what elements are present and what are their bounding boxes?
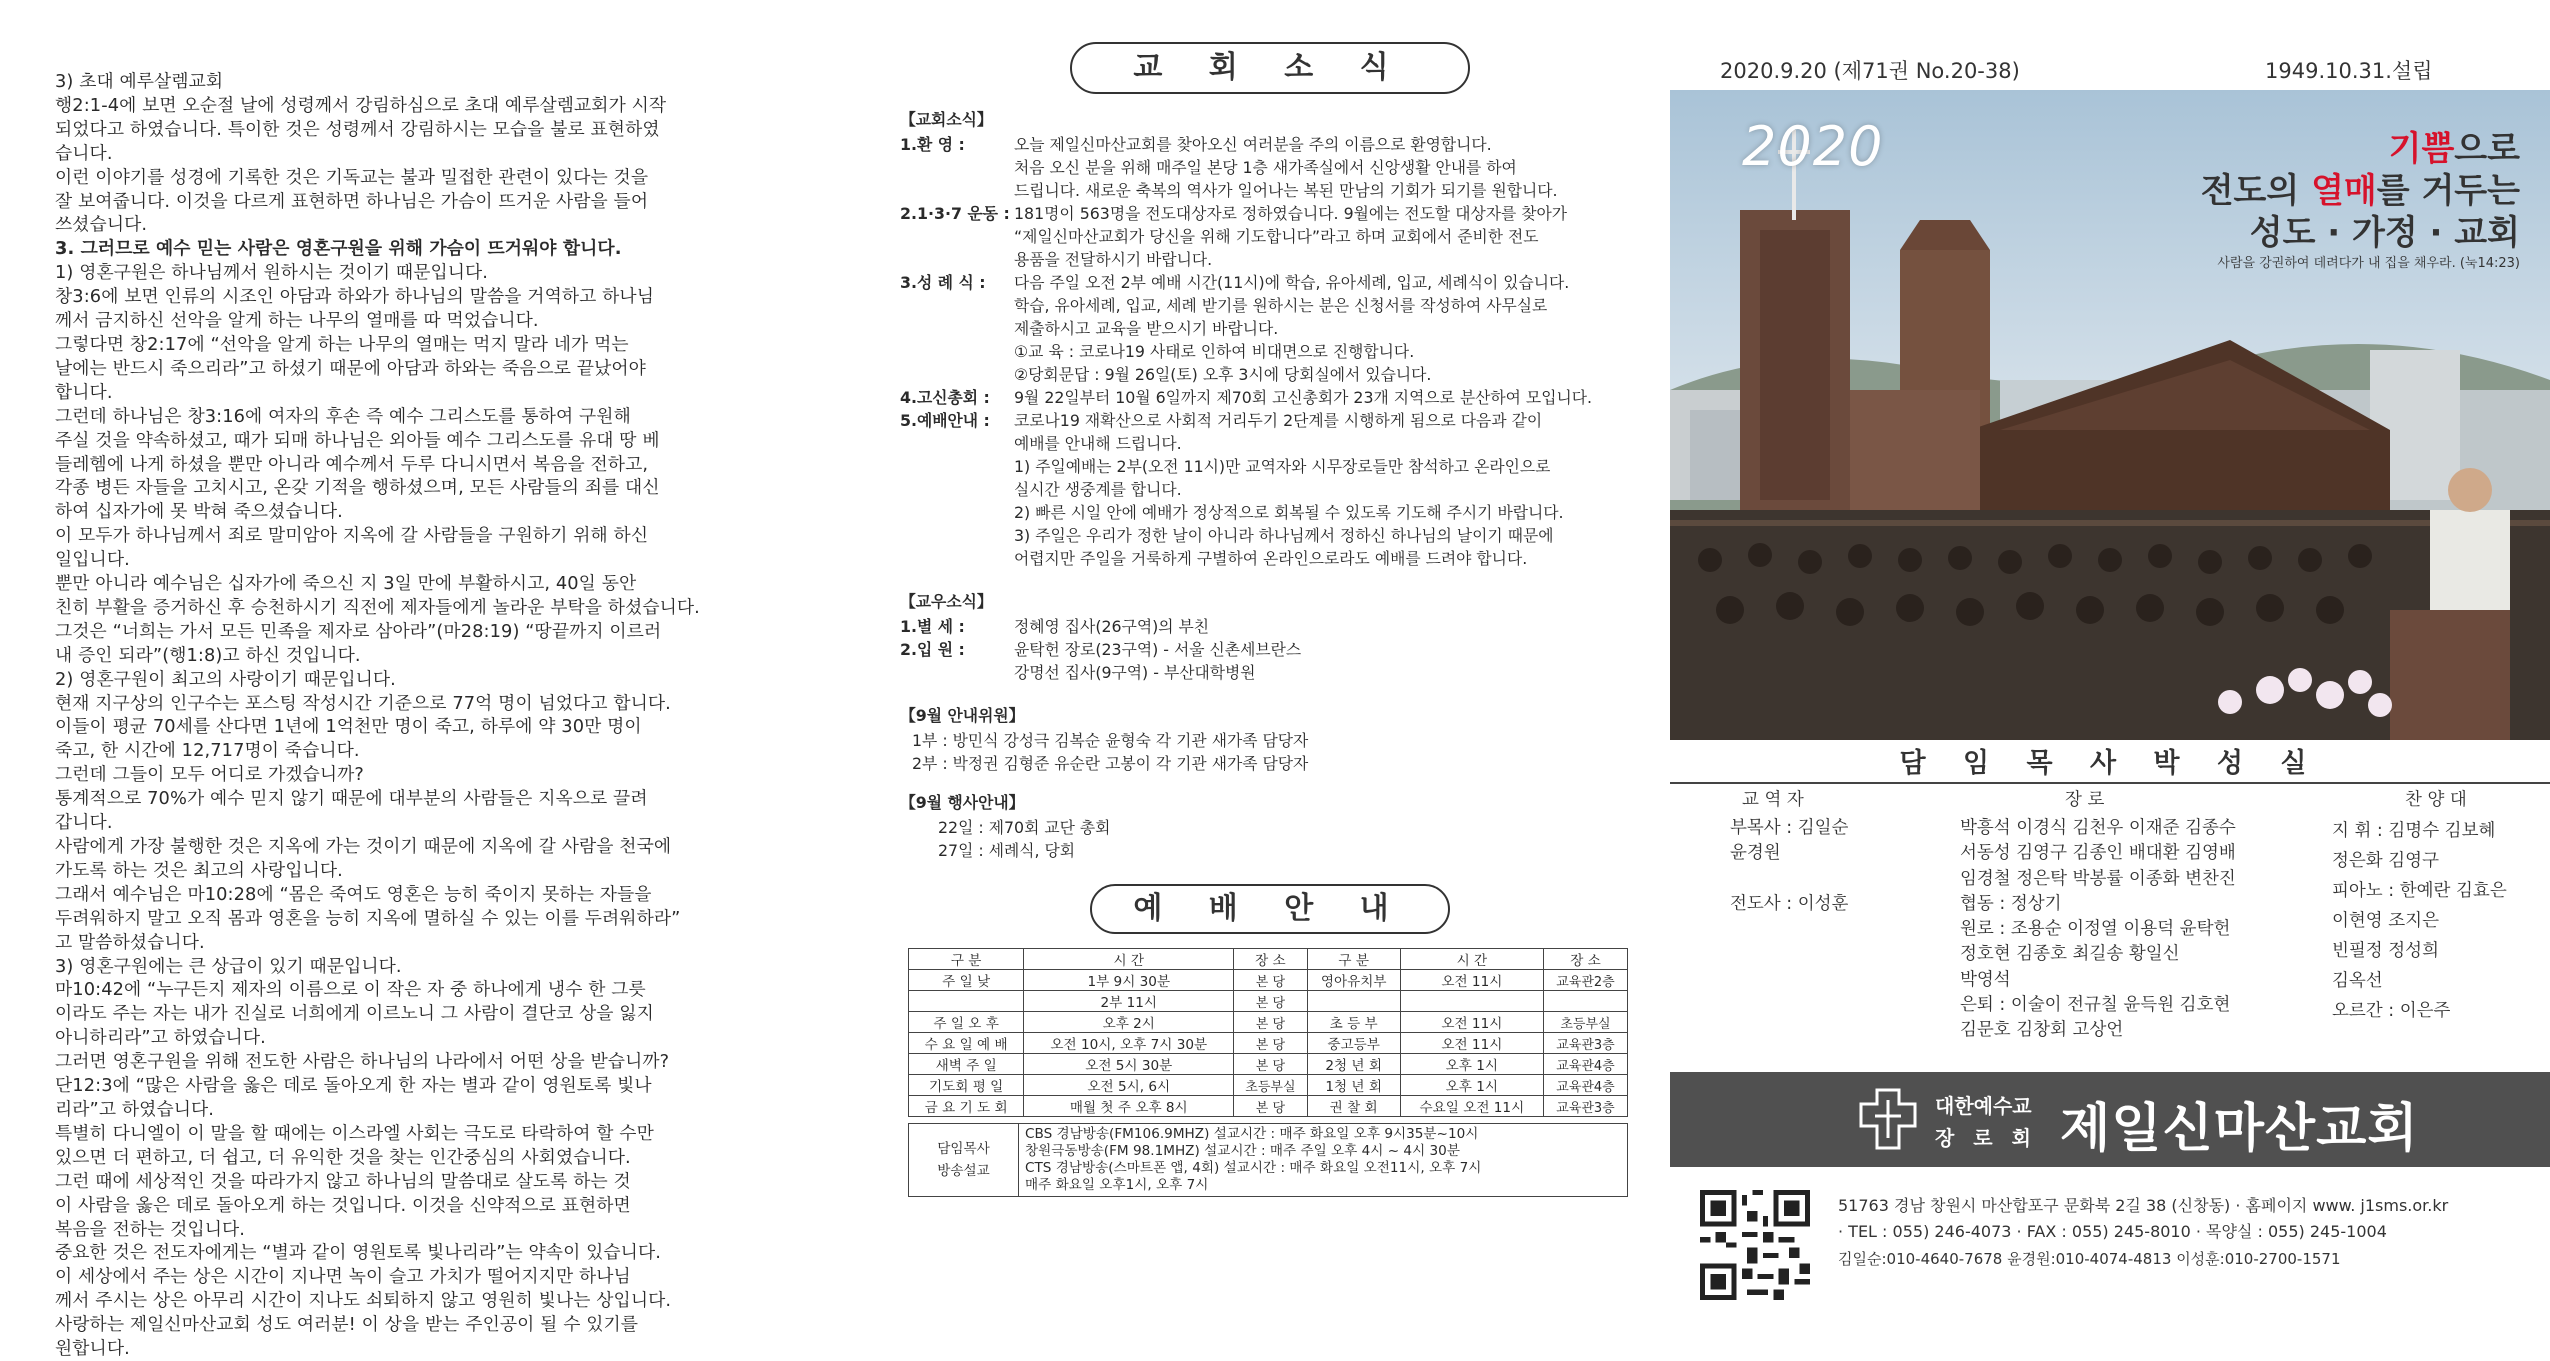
news-item bbox=[900, 271, 1640, 294]
sermon-line: 행2:1-4에 보면 오순절 날에 성령께서 강림하심으로 초대 예루살렘교회가 시작 bbox=[55, 94, 667, 116]
sermon-line: 이 사람을 옳은 데로 돌아오게 하는 것입니다. 이것을 신약적으로 표현하면 bbox=[55, 1194, 631, 1216]
table-header-cell: 구 분 bbox=[1307, 949, 1400, 970]
member-news-heading: 【교우소식】 bbox=[900, 592, 993, 611]
news-item-text: 다음 주일 오전 2부 예배 시간(11시)에 학습, 유아세례, 입교, 세례식이 있습니다. bbox=[1014, 273, 1570, 292]
sermon-line: 뿐만 아니라 예수님은 십자가에 죽으신 지 3일 만에 부활하시고, 40일 동안 bbox=[55, 573, 637, 595]
table-cell: 오전 11시 bbox=[1400, 1033, 1543, 1054]
elder-line: 서동성 김영구 김종인 배대환 김영배 bbox=[1960, 843, 2236, 864]
table-cell: 오전 11시 bbox=[1400, 1012, 1543, 1033]
worship-note-line: 3) 주일은 우리가 정한 날이 아니라 하나님께서 정하신 하나님의 날이기 때문에 bbox=[1014, 526, 1554, 545]
table-cell: 본 당 bbox=[1234, 1054, 1307, 1075]
table-row bbox=[909, 1054, 1628, 1075]
elder-line: 은퇴 : 이술이 전규칠 윤득원 김호현 bbox=[1960, 995, 2231, 1016]
sermon-line: 그런데 하나님은 창3:16에 여자의 후손 즉 예수 그리스도를 통하여 구원해 bbox=[55, 405, 631, 427]
event-line: 22일 : 제70회 교단 총회 bbox=[938, 818, 1111, 837]
table-cell bbox=[1400, 991, 1543, 1012]
event-line: 27일 : 세례식, 당회 bbox=[938, 841, 1076, 860]
sermon-line: 잘 보여줍니다. 이것을 다르게 표현하면 하나님은 가슴이 뜨거운 사람을 들어 bbox=[55, 190, 649, 212]
table-row bbox=[909, 970, 1628, 991]
news-item-line: ②당회문답 : 9월 26일(토) 오후 3시에 당회실에서 있습니다. bbox=[1014, 365, 1432, 384]
denomination-line-1: 대한예수교 bbox=[1935, 1094, 2032, 1118]
sermon-line: 께서 주시는 상은 아무리 시간이 지나도 쇠퇴하지 않고 영원히 빛나는 상입니다. bbox=[55, 1290, 672, 1312]
sermon-line: 2) 영혼구원이 최고의 사랑이기 때문입니다. bbox=[55, 668, 396, 690]
pastor-phones-line: 김일순:010-4640-7678 윤경원:010-4074-4813 이성훈:010-2700-1571 bbox=[1838, 1250, 2341, 1268]
church-logo-icon bbox=[1855, 1086, 1921, 1152]
table-cell: 본 당 bbox=[1234, 1096, 1307, 1117]
news-item-line: ①교 육 : 코로나19 사태로 인하여 비대면으로 진행합니다. bbox=[1014, 342, 1415, 361]
table-cell bbox=[1307, 991, 1400, 1012]
sermon-line: 3) 초대 예루살렘교회 bbox=[55, 71, 224, 92]
sermon-line: 합니다. bbox=[55, 381, 113, 403]
table-cell: 1청 년 회 bbox=[1307, 1075, 1400, 1096]
church-name: 제일신마산교회 bbox=[2060, 1099, 2419, 1159]
choir-line: 빈필정 정성희 bbox=[2332, 941, 2439, 961]
sermon-line: 마10:42에 “누구든지 제자의 이름으로 이 작은 자 중 하나에게 냉수 한 그릇 bbox=[55, 979, 646, 1001]
sermon-line: 통계적으로 70%가 예수 믿지 않기 때문에 대부분의 사람들은 지옥으로 끌려 bbox=[55, 788, 648, 810]
sermon-line: 그러면 영혼구원을 위해 전도한 사람은 하나님의 나라에서 어떤 상을 받습니까? bbox=[55, 1051, 670, 1073]
table-cell: 오후 1시 bbox=[1400, 1075, 1543, 1096]
sermon-line: 이런 이야기를 성경에 기록한 것은 기독교는 불과 밀접한 관련이 있다는 것을 bbox=[55, 166, 649, 188]
worship-schedule-table bbox=[908, 948, 1628, 1117]
table-cell: 수요일 오전 11시 bbox=[1400, 1096, 1543, 1117]
broadcast-schedule bbox=[1019, 1124, 1628, 1197]
news-item bbox=[900, 386, 1640, 409]
news-item-line: 예배를 안내해 드립니다. bbox=[1014, 434, 1182, 453]
guide-line: 2부 : 박정권 김형준 유순란 고봉이 각 기관 새가족 담당자 bbox=[912, 754, 1309, 773]
sermon-column bbox=[55, 70, 845, 1360]
clergy-name: 윤경원 bbox=[1730, 843, 1781, 864]
elder-line: 원로 : 조용순 이정열 이용덕 윤탁헌 bbox=[1960, 919, 2231, 940]
sermon-line: 하여 십자가에 못 박혀 죽으셨습니다. bbox=[55, 501, 343, 523]
sermon-line: 들레헴에 나게 하셨을 뿐만 아니라 예수께서 두루 다니시면서 복음을 전하고, bbox=[55, 453, 649, 475]
sermon-line: 갑니다. bbox=[55, 812, 113, 834]
news-column bbox=[900, 40, 1640, 1300]
table-cell: 교육관2층 bbox=[1543, 970, 1627, 991]
qr-code-icon[interactable] bbox=[1700, 1190, 1810, 1300]
sermon-line: 그래서 예수님은 마10:28에 “몸은 죽여도 영혼은 능히 죽이지 못하는 자들을 bbox=[55, 883, 652, 905]
news-item-label: 3.성 례 식 : bbox=[900, 273, 986, 292]
slogan-2a: 전도의 bbox=[2200, 171, 2312, 211]
table-row bbox=[909, 991, 1628, 1012]
slogan bbox=[2201, 128, 2520, 274]
worship-note-line: 실시간 생중계를 합니다. bbox=[1014, 480, 1182, 499]
slogan-red-1: 기쁨 bbox=[2388, 129, 2455, 169]
contact-line: · TEL : 055) 246-4073 · FAX : 055) 245-8010 · 목양실 : 055) 245-1004 bbox=[1838, 1222, 2387, 1241]
broadcast-line: CBS 경남방송(FM106.9MHZ) 설교시간 : 매주 화요일 오후 9시35분~10시 bbox=[1025, 1126, 1479, 1142]
church-news-heading: 【교회소식】 bbox=[900, 110, 993, 129]
sermon-line: 께서 금지하신 선악을 알게 하는 나무의 열매를 따 먹었습니다. bbox=[55, 310, 539, 332]
clergy-name bbox=[1730, 867, 1848, 892]
elder-line: 박흥석 이경식 김천우 이재준 김종수 bbox=[1960, 818, 2236, 838]
member-item-text: 윤탁헌 장로(23구역) - 서울 신촌세브란스 bbox=[1014, 640, 1302, 659]
slogan-red-2: 열매 bbox=[2311, 171, 2377, 211]
member-item-label: 2.입 원 : bbox=[900, 640, 965, 659]
choir-line: 김옥선 bbox=[2332, 971, 2383, 991]
sermon-line: 현재 지구상의 인구수는 포스팅 작성시간 기준으로 77억 명이 넘었다고 합니다. bbox=[55, 692, 671, 714]
member-item bbox=[900, 638, 1640, 661]
sermon-line: 습니다. bbox=[55, 142, 113, 164]
worship-note-line: 어렵지만 주일을 거룩하게 구별하여 온라인으로라도 예배를 드려야 합니다. bbox=[1014, 549, 1528, 568]
events-section bbox=[900, 791, 1640, 862]
sermon-line: 사람에게 가장 불행한 것은 지옥에 가는 것이기 때문에 지옥에 갈 사람을 천국에 bbox=[55, 836, 672, 857]
worship-guide-title: 예 배 안 내 bbox=[1090, 884, 1450, 934]
news-item-line: “제일신마산교회가 당신을 위해 기도합니다”라고 하며 교회에서 준비한 전도 bbox=[1014, 227, 1539, 246]
table-header-cell: 장 소 bbox=[1234, 949, 1307, 970]
clergy-name: 부목사 : 김일순 bbox=[1730, 818, 1849, 838]
events-list bbox=[900, 816, 1640, 862]
table-cell: 기도회 평 일 bbox=[909, 1075, 1024, 1096]
sermon-line: 주실 것을 약속하셨고, 때가 되매 하나님은 외아들 예수 그리스도를 유대 땅 베 bbox=[55, 429, 660, 451]
news-item-label: 5.예배안내 : bbox=[900, 411, 990, 430]
table-cell: 오후 1시 bbox=[1400, 1054, 1543, 1075]
elder-line: 김문호 김창회 고상언 bbox=[1960, 1020, 2124, 1041]
sermon-line: 쓰셨습니다. bbox=[55, 214, 148, 236]
year-label: 2020 bbox=[1742, 115, 1884, 178]
member-item-line: 강명선 집사(9구역) - 부산대학병원 bbox=[1014, 663, 1256, 682]
choir-line: 정은화 김영구 bbox=[2332, 851, 2439, 871]
broadcast-line: 창원극동방송(FM 98.1MHZ) 설교시간 : 매주 주일 오후 4시 ~ 4시 30분 bbox=[1025, 1143, 1460, 1159]
news-item-line: 용품을 전달하시기 바랍니다. bbox=[1014, 250, 1213, 269]
sermon-line: 고 말씀하셨습니다. bbox=[55, 931, 205, 953]
sermon-line: 있으면 더 편하고, 더 쉽고, 더 유익한 것을 찾는 인간중심의 사회였습니다. bbox=[55, 1146, 631, 1168]
sermon-line: 되었다고 하였습니다. 특이한 것은 성령께서 강림하시는 모습을 불로 표현하였 bbox=[55, 118, 660, 140]
table-cell: 중고등부 bbox=[1307, 1033, 1400, 1054]
table-cell: 오전 10시, 오후 7시 30분 bbox=[1024, 1033, 1234, 1054]
sermon-line: 복음을 전하는 것입니다. bbox=[55, 1218, 246, 1240]
table-cell: 초 등 부 bbox=[1307, 1012, 1400, 1033]
table-cell: 금 요 기 도 회 bbox=[909, 1096, 1024, 1117]
worship-note-line: 1) 주일예배는 2부(오전 11시)만 교역자와 시무장로들만 참석하고 온라인으로 bbox=[1014, 457, 1551, 476]
guide-line: 1부 : 방민식 강성극 김복순 윤형숙 각 기관 새가족 담당자 bbox=[912, 731, 1309, 750]
sermon-line: 이 모두가 하나님께서 죄로 말미암아 지옥에 갈 사람들을 구원하기 위해 하신 bbox=[55, 525, 649, 547]
choir-line: 오르간 : 이은주 bbox=[2332, 1001, 2451, 1021]
broadcast-table bbox=[908, 1123, 1628, 1197]
church-news-title: 교 회 소 식 bbox=[1070, 42, 1470, 94]
table-cell: 오전 5시 30분 bbox=[1024, 1054, 1234, 1075]
issue-date: 2020.9.20 (제71권 No.20-38) bbox=[1720, 59, 2020, 83]
news-item-label: 2.1·3·7 운동 : bbox=[900, 204, 1010, 223]
table-cell: 본 당 bbox=[1234, 991, 1307, 1012]
sermon-line: 3. 그러므로 예수 믿는 사람은 영혼구원을 위해 가슴이 뜨거워야 합니다. bbox=[55, 238, 622, 260]
news-item bbox=[900, 202, 1640, 225]
news-item-text: 181명이 563명을 전도대상자로 정하였습니다. 9월에는 전도할 대상자를 찾아가 bbox=[1014, 204, 1568, 223]
elder-line: 임경철 정은탁 박봉률 이종화 변찬진 bbox=[1960, 868, 2236, 889]
news-item bbox=[900, 409, 1640, 432]
worship-notes bbox=[900, 455, 1640, 570]
sermon-line: 그런 때에 세상적인 것을 따라가지 않고 하나님의 말씀대로 살도록 하는 것 bbox=[55, 1170, 631, 1192]
table-cell: 오후 2시 bbox=[1024, 1012, 1234, 1033]
denomination-line-2: 장 로 회 bbox=[1935, 1126, 2037, 1150]
sermon-line: 사랑하는 제일신마산교회 성도 여러분! 이 상을 받는 주인공이 될 수 있기를 bbox=[55, 1314, 639, 1336]
slogan-verse: 사람을 강권하여 데려다가 내 집을 채우라. (눅14:23) bbox=[2217, 256, 2520, 271]
news-item-text: 코로나19 재확산으로 사회적 거리두기 2단계를 시행하게 됨으로 다음과 같이 bbox=[1014, 411, 1543, 430]
sermon-line: 단12:3에 “많은 사람을 옳은 데로 돌아오게 한 자는 별과 같이 영원토록 빛나 bbox=[55, 1075, 652, 1097]
church-news-section bbox=[900, 108, 1640, 570]
member-item bbox=[900, 615, 1640, 638]
sermon-line: 이들이 평균 70세를 산다면 1년에 1억천만 명이 죽고, 하루에 약 30만 명이 bbox=[55, 716, 642, 738]
sermon-line: 원합니다. bbox=[55, 1338, 130, 1360]
table-cell: 새벽 주 일 bbox=[909, 1054, 1024, 1075]
table-cell: 교육관4층 bbox=[1543, 1054, 1627, 1075]
member-item-label: 1.별 세 : bbox=[900, 617, 965, 636]
broadcast-label-2: 방송설교 bbox=[937, 1163, 990, 1179]
member-news-section bbox=[900, 590, 1640, 684]
news-item-line: 학습, 유아세례, 입교, 세례 받기를 원하시는 분은 신청서를 작성하여 사무실로 bbox=[1014, 296, 1548, 315]
table-cell: 교육관3층 bbox=[1543, 1033, 1627, 1054]
church-name-banner bbox=[1670, 1072, 2550, 1167]
news-item-label: 4.고신총회 : bbox=[900, 388, 990, 407]
broadcast-line: CTS 경남방송(스마트폰 앱, 4회) 설교시간 : 매주 화요일 오전11시, 오후 7시 bbox=[1025, 1160, 1482, 1176]
news-item-line: 제출하시고 교육을 받으시기 바랍니다. bbox=[1014, 319, 1279, 338]
news-item-label: 1.환 영 : bbox=[900, 135, 965, 154]
table-cell: 본 당 bbox=[1234, 1033, 1307, 1054]
elder-line: 협동 : 정상기 bbox=[1960, 893, 2062, 914]
table-cell: 1부 9시 30분 bbox=[1024, 970, 1234, 991]
guide-section bbox=[900, 704, 1640, 775]
table-cell bbox=[1543, 991, 1627, 1012]
table-cell: 수 요 일 예 배 bbox=[909, 1033, 1024, 1054]
sermon-line: 특별히 다니엘이 이 말을 할 때에는 이스라엘 사회는 극도로 타락하여 할 수만 bbox=[55, 1122, 654, 1144]
church-news-items bbox=[900, 133, 1640, 455]
table-cell: 본 당 bbox=[1234, 970, 1307, 991]
elders-list bbox=[1960, 816, 2236, 1044]
guide-heading: 【9월 안내위원】 bbox=[900, 706, 1025, 725]
news-item bbox=[900, 133, 1640, 156]
choir-line: 피아노 : 한예란 김효은 bbox=[2332, 881, 2507, 901]
table-row bbox=[909, 1075, 1628, 1096]
established-date: 1949.10.31.설립 bbox=[2265, 59, 2433, 83]
sermon-line: 날에는 반드시 죽으리라”고 하셨기 때문에 아담과 하와는 죽음으로 끝났어야 bbox=[55, 357, 646, 379]
table-cell: 본 당 bbox=[1234, 1012, 1307, 1033]
guide-list bbox=[900, 729, 1640, 775]
table-cell: 매월 첫 주 오후 8시 bbox=[1024, 1096, 1234, 1117]
clergy-list bbox=[1730, 816, 1848, 917]
sermon-line: 가도록 하는 것은 최고의 사랑입니다. bbox=[55, 859, 343, 881]
events-heading: 【9월 행사안내】 bbox=[900, 793, 1025, 812]
elder-line: 박영석 bbox=[1960, 969, 2011, 990]
sermon-line: 이 세상에서 주는 상은 시간이 지나면 녹이 슬고 가치가 떨어지지만 하나님 bbox=[55, 1266, 631, 1288]
sermon-line: 1) 영혼구원은 하나님께서 원하시는 것이기 때문입니다. bbox=[55, 262, 489, 284]
table-cell: 주 일 오 후 bbox=[909, 1012, 1024, 1033]
choir-list bbox=[2332, 816, 2507, 1026]
sermon-line: 그것은 “너희는 가서 모든 민족을 제자로 삼아라”(마28:19) “땅끝까지 이르러 bbox=[55, 620, 662, 642]
choir-heading: 찬 양 대 bbox=[2405, 790, 2467, 810]
address-line: 51763 경남 창원시 마산합포구 문화북 2길 38 (신창동) · 홈페이지 www. j1sms.or.kr bbox=[1838, 1196, 2449, 1215]
sermon-line: 친히 부활을 증거하신 후 승천하시기 직전에 제자들에게 놀라운 부탁을 하셨습니다. bbox=[55, 596, 700, 618]
table-cell: 주 일 낮 bbox=[909, 970, 1024, 991]
sermon-line: 일입니다. bbox=[55, 549, 130, 571]
slogan-1-rest: 으로 bbox=[2454, 129, 2520, 169]
table-header-cell: 장 소 bbox=[1543, 949, 1627, 970]
cover-column bbox=[1670, 0, 2550, 1319]
sermon-line: 리라”고 하였습니다. bbox=[55, 1098, 215, 1120]
member-item-text: 정혜영 집사(26구역)의 부친 bbox=[1014, 617, 1210, 636]
table-cell bbox=[909, 991, 1024, 1012]
sermon-line: 3) 영혼구원에는 큰 상급이 있기 때문입니다. bbox=[55, 955, 402, 977]
table-cell: 오전 11시 bbox=[1400, 970, 1543, 991]
staff-divider bbox=[1670, 782, 2550, 784]
table-cell: 오전 5시, 6시 bbox=[1024, 1075, 1234, 1096]
elder-line: 정호현 김종호 최길송 황일신 bbox=[1960, 944, 2180, 965]
worship-note-line: 2) 빠른 시일 안에 예배가 정상적으로 회복될 수 있도록 기도해 주시기 바랍니다. bbox=[1014, 503, 1564, 522]
sermon-line: 두려워하지 말고 오직 몸과 영혼을 능히 지옥에 멸하실 수 있는 이를 두려워하라” bbox=[55, 907, 681, 929]
table-cell: 2부 11시 bbox=[1024, 991, 1234, 1012]
table-cell: 영아유치부 bbox=[1307, 970, 1400, 991]
choir-line: 이현영 조지은 bbox=[2332, 911, 2439, 931]
sermon-line: 창3:6에 보면 인류의 시조인 아담과 하와가 하나님의 말씀을 거역하고 하나님 bbox=[55, 286, 654, 308]
table-cell: 권 찰 회 bbox=[1307, 1096, 1400, 1117]
table-header-cell: 시 간 bbox=[1400, 949, 1543, 970]
slogan-3: 성도 · 가정 · 교회 bbox=[2249, 213, 2520, 253]
news-item-text: 9월 22일부터 10월 6일까지 제70회 고신총회가 23개 지역으로 분산하여 모입니다. bbox=[1014, 388, 1592, 407]
table-cell: 초등부실 bbox=[1543, 1012, 1627, 1033]
clergy-heading: 교 역 자 bbox=[1742, 790, 1804, 810]
table-header-row bbox=[909, 949, 1628, 970]
sermon-line: 아니하리라”고 하였습니다. bbox=[55, 1027, 266, 1049]
sermon-line: 죽고, 한 시간에 12,717명이 죽습니다. bbox=[55, 740, 360, 762]
news-item-line: 처음 오신 분을 위해 매주일 본당 1층 새가족실에서 신앙생활 안내를 하여 bbox=[1014, 158, 1517, 177]
choir-line: 지 휘 : 김명수 김보혜 bbox=[2332, 821, 2496, 841]
clergy-name: 전도사 : 이성훈 bbox=[1730, 893, 1849, 914]
table-cell: 교육관3층 bbox=[1543, 1096, 1627, 1117]
member-news-items bbox=[900, 615, 1640, 684]
sermon-line: 그렇다면 창2:17에 “선악을 알게 하는 나무의 열매는 먹지 말라 네가 먹는 bbox=[55, 333, 629, 355]
sermon-line: 그런데 그들이 모두 어디로 가겠습니까? bbox=[55, 764, 364, 786]
senior-pastor: 담 임 목 사 박 성 실 bbox=[1899, 748, 2321, 779]
sermon-line: 이라도 주는 자는 내가 진실로 너희에게 이르노니 그 사람이 결단코 상을 잃지 bbox=[55, 1003, 654, 1025]
table-cell: 2청 년 회 bbox=[1307, 1054, 1400, 1075]
broadcast-label bbox=[909, 1124, 1019, 1197]
news-item-text: 오늘 제일신마산교회를 찾아오신 여러분을 주의 이름으로 환영합니다. bbox=[1014, 135, 1492, 154]
broadcast-label-1: 담임목사 bbox=[937, 1141, 990, 1157]
sermon-line: 각종 병든 자들을 고치시고, 온갖 기적을 행하셨으며, 모든 사람들의 죄를 대신 bbox=[55, 477, 660, 499]
table-cell: 교육관4층 bbox=[1543, 1075, 1627, 1096]
table-header-cell: 구 분 bbox=[909, 949, 1024, 970]
table-cell: 초등부실 bbox=[1234, 1075, 1307, 1096]
sermon-line: 내 증인 되라”(행1:8)고 하신 것입니다. bbox=[55, 644, 361, 666]
table-header-cell: 시 간 bbox=[1024, 949, 1234, 970]
table-row bbox=[909, 1033, 1628, 1054]
elders-heading: 장 로 bbox=[2065, 790, 2105, 810]
sermon-line: 중요한 것은 전도자에게는 “별과 같이 영원토록 빛나리라”는 약속이 있습니다. bbox=[55, 1242, 661, 1264]
broadcast-line: 매주 화요일 오후1시, 오후 7시 bbox=[1025, 1177, 1209, 1193]
table-row bbox=[909, 1012, 1628, 1033]
slogan-2b: 를 거두는 bbox=[2376, 171, 2520, 211]
news-item-line: 드립니다. 새로운 축복의 역사가 일어나는 복된 만남의 기회가 되기를 원합니다. bbox=[1014, 181, 1558, 200]
table-row bbox=[909, 1096, 1628, 1117]
